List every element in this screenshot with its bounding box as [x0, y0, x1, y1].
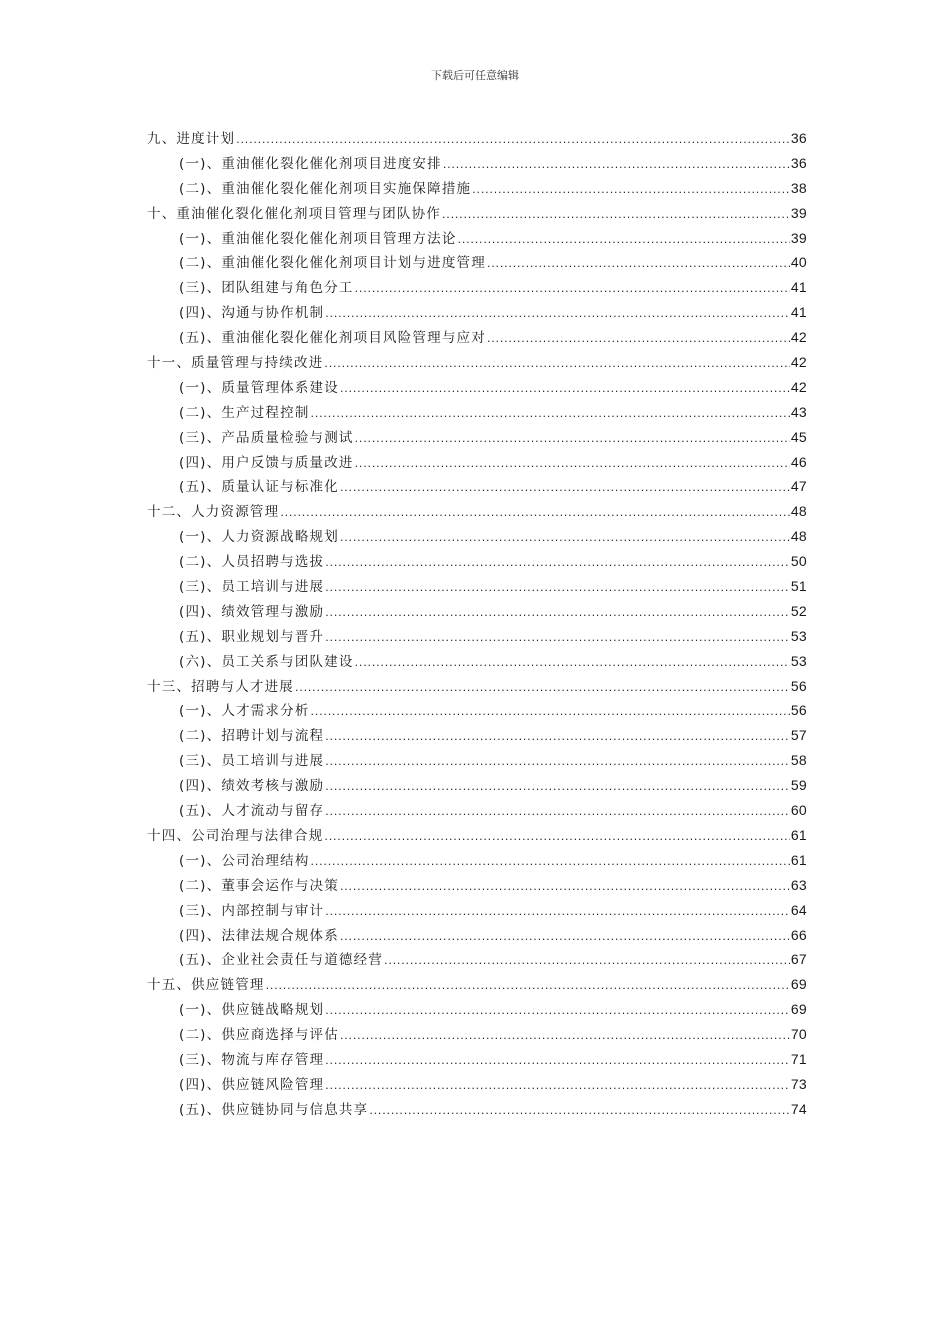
dot-leader: [325, 1073, 790, 1099]
toc-subsection-link[interactable]: [147, 275, 807, 300]
toc-subsection-link[interactable]: [147, 649, 807, 674]
toc-entry-label: (一)、重油催化裂化催化剂项目进度安排: [179, 155, 442, 172]
dot-leader: [311, 401, 790, 427]
toc-subsection-link[interactable]: [147, 1047, 807, 1072]
dot-leader: [355, 451, 790, 477]
toc-page-number: 45: [790, 428, 807, 445]
toc-page-number: 39: [790, 229, 807, 246]
toc-subsection-link[interactable]: [147, 599, 807, 624]
toc-entry-label: (五)、质量认证与标准化: [179, 479, 339, 496]
toc-entry-label: (二)、人员招聘与选拔: [179, 554, 325, 571]
dot-leader: [340, 376, 790, 402]
toc-section-link[interactable]: [147, 499, 807, 524]
toc-entry-label: (五)、职业规划与晋升: [179, 628, 325, 645]
toc-page-number: 36: [790, 154, 807, 171]
toc-subsection-link[interactable]: [147, 450, 807, 475]
toc-subsection-link[interactable]: [147, 848, 807, 873]
toc-page-number: 43: [790, 403, 807, 420]
toc-entry-label: (一)、供应链战略规划: [179, 1002, 325, 1019]
dot-leader: [325, 749, 790, 775]
toc-entry-label: (三)、内部控制与审计: [179, 902, 325, 919]
dot-leader: [325, 899, 790, 925]
dot-leader: [325, 575, 790, 601]
toc-entry-label: (四)、用户反馈与质量改进: [179, 454, 354, 471]
toc-subsection-link[interactable]: [147, 873, 807, 898]
toc-entry-label: (二)、董事会运作与决策: [179, 877, 339, 894]
toc-entry-label: (四)、法律法规合规体系: [179, 927, 339, 944]
toc-entry-label: (五)、重油催化裂化催化剂项目风险管理与应对: [179, 330, 486, 347]
toc-page-number: 42: [790, 378, 807, 395]
dot-leader: [266, 973, 790, 999]
toc-entry-label: (三)、团队组建与角色分工: [179, 280, 354, 297]
toc-subsection-link[interactable]: [147, 524, 807, 549]
toc-subsection-link[interactable]: [147, 325, 807, 350]
toc-subsection-link[interactable]: [147, 574, 807, 599]
toc-subsection-link[interactable]: [147, 400, 807, 425]
toc-page-number: 53: [790, 652, 807, 669]
toc-page-number: 41: [790, 279, 807, 296]
dot-leader: [384, 948, 790, 974]
dot-leader: [340, 1023, 790, 1049]
toc-entry-label: (一)、重油催化裂化催化剂项目管理方法论: [179, 230, 457, 247]
toc-entry-label: (二)、重油催化裂化催化剂项目实施保障措施: [179, 180, 472, 197]
toc-page-number: 38: [790, 179, 807, 196]
toc-entry-label: (三)、物流与库存管理: [179, 1051, 325, 1068]
toc-page-number: 40: [790, 254, 807, 271]
toc-entry-label: (五)、人才流动与留存: [179, 803, 325, 820]
toc-page-number: 56: [790, 702, 807, 719]
toc-page-number: 64: [790, 901, 807, 918]
toc-entry-label: (二)、供应商选择与评估: [179, 1027, 339, 1044]
toc-page-number: 36: [790, 130, 807, 146]
dot-leader: [325, 550, 790, 576]
toc-page-number: 69: [790, 976, 807, 993]
toc-page-number: 46: [790, 453, 807, 470]
toc-subsection-link[interactable]: [147, 226, 807, 251]
dot-leader: [325, 1048, 790, 1074]
toc-page-number: 71: [790, 1050, 807, 1067]
dot-leader: [458, 227, 790, 253]
dot-leader: [369, 1098, 789, 1124]
dot-leader: [487, 326, 790, 352]
toc-entry-label: 十五、供应链管理: [147, 977, 265, 994]
toc-entry-label: (四)、供应链风险管理: [179, 1076, 325, 1093]
page-header: 下载后可任意编辑: [431, 69, 519, 82]
toc-entry-label: 九、进度计划: [147, 131, 236, 147]
dot-leader: [280, 500, 790, 526]
toc-entry-label: (六)、员工关系与团队建设: [179, 653, 354, 670]
toc-subsection-link[interactable]: [147, 151, 807, 176]
toc-entry-label: (四)、绩效考核与激励: [179, 778, 325, 795]
dot-leader: [340, 874, 790, 900]
toc-entry-label: (三)、员工培训与进展: [179, 579, 325, 596]
toc-page-number: 70: [790, 1026, 807, 1043]
toc-entry-label: (一)、质量管理体系建设: [179, 379, 339, 396]
toc-subsection-link[interactable]: [147, 698, 807, 723]
dot-leader: [472, 177, 790, 203]
toc-page-number: 47: [790, 478, 807, 495]
toc-page-number: 63: [790, 876, 807, 893]
dot-leader: [324, 351, 789, 377]
toc-page-number: 74: [790, 1100, 807, 1117]
dot-leader: [340, 475, 790, 501]
dot-leader: [442, 202, 790, 228]
toc-subsection-link[interactable]: [147, 250, 807, 275]
dot-leader: [340, 924, 790, 950]
toc-entry-label: (三)、产品质量检验与测试: [179, 429, 354, 446]
toc-entry-label: 十二、人力资源管理: [147, 504, 280, 521]
toc-section-link[interactable]: [147, 674, 807, 699]
toc-entry-label: (五)、企业社会责任与道德经营: [179, 952, 384, 969]
dot-leader: [325, 774, 790, 800]
dot-leader: [325, 301, 790, 327]
dot-leader: [355, 276, 790, 302]
toc-subsection-link[interactable]: [147, 1072, 807, 1097]
toc-section-link[interactable]: [147, 126, 807, 151]
toc-subsection-link[interactable]: [147, 425, 807, 450]
toc-page-number: 53: [790, 627, 807, 644]
toc-page-number: 56: [790, 677, 807, 694]
toc-subsection-link[interactable]: [147, 997, 807, 1022]
dot-leader: [355, 426, 790, 452]
toc-page-number: 50: [790, 553, 807, 570]
dot-leader: [340, 525, 790, 551]
toc-subsection-link[interactable]: [147, 300, 807, 325]
toc-section-link[interactable]: [147, 972, 807, 997]
toc-page-number: 61: [790, 826, 807, 843]
dot-leader: [325, 998, 790, 1024]
dot-leader: [295, 675, 790, 701]
toc-entry-label: (四)、绩效管理与激励: [179, 603, 325, 620]
toc-subsection-link[interactable]: [147, 773, 807, 798]
toc-page-number: 66: [790, 926, 807, 943]
toc-page-number: 51: [790, 578, 807, 595]
toc-subsection-link[interactable]: [147, 923, 807, 948]
toc-page-number: 57: [790, 727, 807, 744]
toc-subsection-link[interactable]: [147, 748, 807, 773]
toc-section-link[interactable]: [147, 350, 807, 375]
toc-section-link[interactable]: [147, 823, 807, 848]
dot-leader: [325, 625, 790, 651]
toc-page-number: 67: [790, 951, 807, 968]
toc-page-number: 52: [790, 602, 807, 619]
toc-page-number: 48: [790, 503, 807, 520]
toc-page-number: 73: [790, 1075, 807, 1092]
table-of-contents: [147, 126, 807, 1122]
toc-entry-label: 十四、公司治理与法律合规: [147, 827, 324, 844]
toc-page-number: 59: [790, 777, 807, 794]
toc-subsection-link[interactable]: [147, 947, 807, 972]
toc-page-number: 61: [790, 851, 807, 868]
toc-subsection-link[interactable]: [147, 898, 807, 923]
toc-section-link[interactable]: [147, 201, 807, 226]
toc-page-number: 69: [790, 1001, 807, 1018]
toc-page-number: 42: [790, 329, 807, 346]
dot-leader: [443, 152, 790, 178]
toc-subsection-link[interactable]: [147, 375, 807, 400]
toc-entry-label: (二)、招聘计划与流程: [179, 728, 325, 745]
toc-page-number: 42: [790, 354, 807, 371]
toc-entry-label: 十一、质量管理与持续改进: [147, 355, 324, 372]
toc-page-number: 41: [790, 304, 807, 321]
toc-subsection-link[interactable]: [147, 723, 807, 748]
toc-entry-label: 十、重油催化裂化催化剂项目管理与团队协作: [147, 205, 441, 222]
toc-subsection-link[interactable]: [147, 549, 807, 574]
toc-page-number: 60: [790, 802, 807, 819]
toc-entry-label: (五)、供应链协同与信息共享: [179, 1101, 369, 1118]
toc-entry-label: (一)、公司治理结构: [179, 852, 310, 869]
toc-subsection-link[interactable]: [147, 624, 807, 649]
toc-subsection-link[interactable]: [147, 474, 807, 499]
toc-page-number: 58: [790, 752, 807, 769]
toc-page-number: 39: [790, 204, 807, 221]
dot-leader: [311, 849, 790, 875]
toc-entry-label: (四)、沟通与协作机制: [179, 305, 325, 322]
dot-leader: [487, 251, 790, 277]
dot-leader: [325, 600, 790, 626]
toc-subsection-link[interactable]: [147, 1022, 807, 1047]
dot-leader: [236, 127, 790, 153]
dot-leader: [324, 824, 789, 850]
toc-subsection-link[interactable]: [147, 1097, 807, 1122]
toc-subsection-link[interactable]: [147, 176, 807, 201]
toc-entry-label: 十三、招聘与人才进展: [147, 678, 294, 695]
dot-leader: [325, 724, 790, 750]
dot-leader: [325, 799, 790, 825]
dot-leader: [355, 650, 790, 676]
toc-entry-label: (二)、生产过程控制: [179, 404, 310, 421]
toc-entry-label: (三)、员工培训与进展: [179, 753, 325, 770]
toc-subsection-link[interactable]: [147, 798, 807, 823]
toc-entry-label: (二)、重油催化裂化催化剂项目计划与进度管理: [179, 255, 486, 272]
toc-entry-label: (一)、人力资源战略规划: [179, 529, 339, 546]
dot-leader: [311, 699, 790, 725]
toc-page-number: 48: [790, 528, 807, 545]
toc-entry-label: (一)、人才需求分析: [179, 703, 310, 720]
